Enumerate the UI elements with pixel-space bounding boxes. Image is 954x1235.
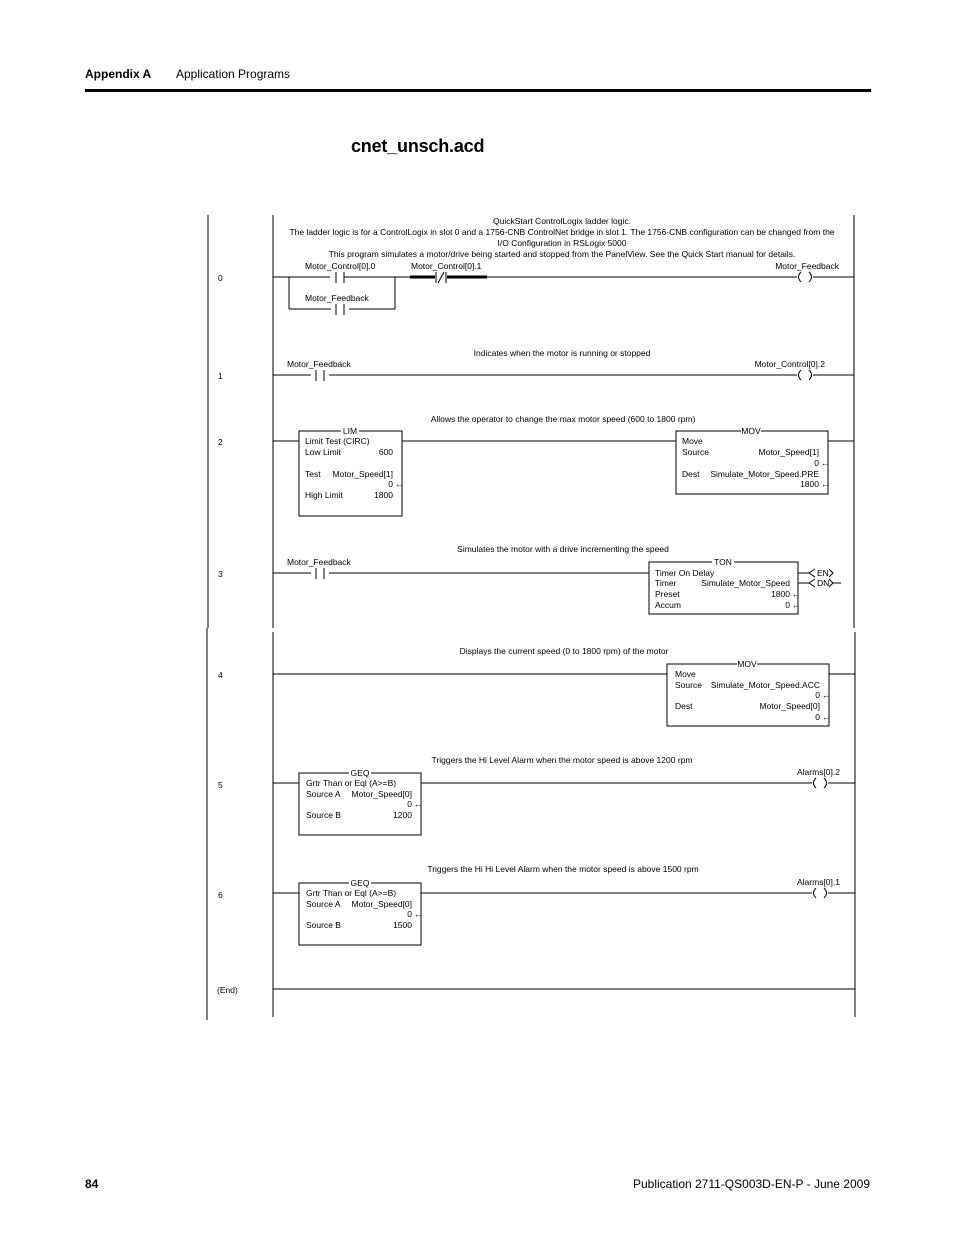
rung-number: 2	[218, 437, 223, 447]
svg-text:Source B: Source B	[306, 810, 341, 820]
svg-text:←: ←	[792, 600, 801, 610]
rung-1	[218, 348, 854, 381]
svg-text:0: 0	[814, 458, 819, 468]
rung-comment: The ladder logic is for a ControlLogix in slot 0 and a 1756-CNB ControlNet bridge in slot 1. The 1756-CNB configuration can be changed from the	[289, 227, 835, 237]
svg-text:Grtr Than or Eql (A>=B): Grtr Than or Eql (A>=B)	[306, 778, 397, 788]
svg-text:1800: 1800	[771, 589, 790, 599]
svg-text:0: 0	[815, 690, 820, 700]
header-section: Appendix A	[85, 67, 152, 81]
rung-comment: Simulates the motor with a drive incrementing the speed	[457, 544, 669, 554]
rung-comment: I/O Configuration in RSLogix 5000	[497, 238, 627, 248]
page-title: cnet_unsch.acd	[351, 136, 485, 156]
tag-label: Alarms[0].1	[797, 877, 840, 887]
svg-text:Motor_Speed[1]: Motor_Speed[1]	[758, 447, 819, 457]
en-output	[809, 568, 833, 578]
tag-label: Motor_Feedback	[775, 261, 839, 271]
ton-block	[649, 557, 801, 614]
svg-text:GEQ: GEQ	[350, 878, 370, 888]
tag-label: Motor_Feedback	[305, 293, 369, 303]
svg-text:Motor_Speed[0]: Motor_Speed[0]	[351, 789, 412, 799]
svg-text:Timer On Delay: Timer On Delay	[655, 568, 715, 578]
svg-text:Source: Source	[682, 447, 709, 457]
xic-contact	[336, 272, 344, 283]
svg-text:High Limit: High Limit	[305, 490, 343, 500]
rung-number: 0	[218, 273, 223, 283]
svg-text:TON: TON	[714, 557, 732, 567]
right-rail	[854, 215, 855, 1017]
svg-text:1800: 1800	[800, 479, 819, 489]
svg-text:Accum: Accum	[655, 600, 681, 610]
svg-text:1200: 1200	[393, 810, 412, 820]
svg-text:←: ←	[792, 589, 801, 599]
svg-text:0: 0	[407, 909, 412, 919]
rung-number: (End)	[217, 985, 238, 995]
rung-number: 6	[218, 890, 223, 900]
header-chapter: Application Programs	[176, 67, 291, 81]
rung-comment: This program simulates a motor/drive being started and stopped from the PanelView. See the Quick Start manual for details.	[328, 249, 796, 259]
rung-comment: Displays the current speed (0 to 1800 rpm) of the motor	[459, 646, 669, 656]
svg-text:0: 0	[785, 600, 790, 610]
svg-text:←: ←	[821, 458, 830, 468]
svg-text:Move: Move	[675, 669, 696, 679]
rung-2	[218, 414, 854, 516]
svg-text:Move: Move	[682, 436, 703, 446]
svg-text:Source: Source	[675, 680, 702, 690]
tag-label: Alarms[0].2	[797, 767, 840, 777]
rung-6	[218, 864, 855, 945]
mov-block	[676, 426, 830, 494]
svg-text:0: 0	[388, 479, 393, 489]
svg-text:Grtr Than or Eql (A>=B): Grtr Than or Eql (A>=B)	[306, 888, 397, 898]
mov-block	[667, 659, 831, 726]
svg-text:←: ←	[822, 690, 831, 700]
svg-text:←: ←	[414, 909, 423, 919]
svg-text:1500: 1500	[393, 920, 412, 930]
svg-text:GEQ: GEQ	[350, 768, 370, 778]
svg-text:600: 600	[378, 447, 393, 457]
end-rung	[217, 985, 855, 995]
svg-text:Motor_Speed[0]: Motor_Speed[0]	[351, 899, 412, 909]
svg-text:Source B: Source B	[306, 920, 341, 930]
svg-text:Source A: Source A	[306, 789, 341, 799]
page-number: 84	[85, 1177, 99, 1191]
svg-text:Source A: Source A	[306, 899, 341, 909]
svg-text:LIM: LIM	[342, 426, 358, 436]
rung-comment: Indicates when the motor is running or stopped	[473, 348, 651, 358]
svg-text:EN: EN	[817, 568, 829, 578]
svg-text:Dest: Dest	[675, 701, 693, 711]
lim-block	[299, 426, 404, 516]
publication-info: Publication 2711-QS003D-EN-P - June 2009	[632, 1177, 870, 1191]
svg-text:Motor_Speed[1]: Motor_Speed[1]	[332, 469, 393, 479]
branch	[289, 277, 395, 315]
svg-text:←: ←	[414, 799, 423, 809]
svg-text:Preset: Preset	[655, 589, 680, 599]
tag-label: Motor_Control[0].2	[754, 359, 825, 369]
svg-text:MOV: MOV	[741, 426, 761, 436]
svg-text:Simulate_Motor_Speed: Simulate_Motor_Speed	[701, 578, 790, 588]
svg-text:Test: Test	[305, 469, 321, 479]
rung-5	[218, 755, 855, 835]
svg-text:0: 0	[407, 799, 412, 809]
rung-4	[218, 646, 855, 726]
rung-number: 3	[218, 569, 223, 579]
rung-number: 4	[218, 670, 223, 680]
rung-comment: QuickStart ControlLogix ladder logic.	[493, 216, 631, 226]
svg-text:Simulate_Motor_Speed.PRE: Simulate_Motor_Speed.PRE	[710, 469, 819, 479]
svg-text:Motor_Speed[0]: Motor_Speed[0]	[759, 701, 820, 711]
svg-text:←: ←	[821, 479, 830, 489]
dn-output	[809, 578, 833, 588]
svg-text:MOV: MOV	[737, 659, 757, 669]
svg-text:Simulate_Motor_Speed.ACC: Simulate_Motor_Speed.ACC	[710, 680, 820, 690]
rung-comment: Triggers the Hi Level Alarm when the motor speed is above 1200 rpm	[431, 755, 693, 765]
rung-comment: Triggers the Hi Hi Level Alarm when the motor speed is above 1500 rpm	[427, 864, 699, 874]
svg-text:←: ←	[822, 712, 831, 722]
left-rail	[207, 215, 273, 1020]
rung-number: 1	[218, 371, 223, 381]
svg-text:←: ←	[395, 479, 404, 489]
tag-label: Motor_Control[0].0	[305, 261, 376, 271]
rung-comment: Allows the operator to change the max motor speed (600 to 1800 rpm)	[430, 414, 696, 424]
svg-text:Limit Test (CIRC): Limit Test (CIRC)	[305, 436, 370, 446]
rung-3	[218, 544, 841, 614]
xio-contact	[410, 272, 487, 283]
geq-block	[299, 768, 423, 835]
output-coil	[799, 272, 812, 282]
tag-label: Motor_Control[0].1	[411, 261, 482, 271]
rung-0	[218, 216, 854, 315]
svg-text:Timer: Timer	[655, 578, 677, 588]
rung-number: 5	[218, 780, 223, 790]
svg-text:Low Limit: Low Limit	[305, 447, 341, 457]
svg-text:0: 0	[815, 712, 820, 722]
svg-text:Dest: Dest	[682, 469, 700, 479]
geq-block	[299, 878, 423, 945]
tag-label: Motor_Feedback	[287, 557, 351, 567]
svg-text:1800: 1800	[374, 490, 393, 500]
tag-label: Motor_Feedback	[287, 359, 351, 369]
svg-text:DN: DN	[817, 578, 830, 588]
